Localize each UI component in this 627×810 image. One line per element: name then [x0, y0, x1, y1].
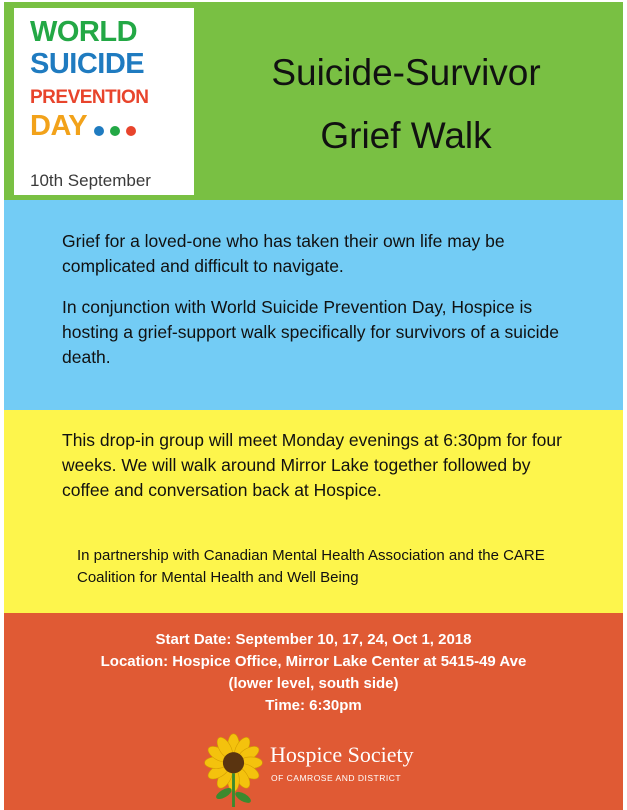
logo-line-world: WORLD [30, 16, 138, 48]
title-line-2: Grief Walk [320, 115, 492, 156]
intro-paragraph-1: Grief for a loved-one who has taken their own life may be complicated and difficult to navigate. [62, 231, 505, 276]
logo-dots [94, 126, 136, 136]
sponsor-subtitle: OF CAMROSE AND DISTRICT [271, 773, 402, 783]
world-suicide-prevention-day-logo [14, 8, 194, 195]
details-paragraph: This drop-in group will meet Monday evenings at 6:30pm for four weeks. We will walk around Mirror Lake together followed by coffee and conversation back at Hospice. [62, 430, 562, 500]
sponsor-name: Hospice Society [270, 742, 414, 767]
location-note: (lower level, south side) [228, 675, 399, 692]
partnership-paragraph: In partnership with Canadian Mental Health Association and the CARE Coalition for Mental Health and Well Being [77, 547, 545, 586]
sunflower-icon [195, 730, 272, 807]
logo-line-day: DAY [30, 110, 88, 142]
logo-dot-blue [94, 126, 104, 136]
intro-paragraph-2: In conjunction with World Suicide Prevention Day, Hospice is hosting a grief-support walk specifically for survivors of a suicide death. [62, 297, 560, 367]
logo-line-suicide: SUICIDE [30, 48, 145, 80]
title-line-1: Suicide-Survivor [271, 52, 541, 93]
logo-dot-red [126, 126, 136, 136]
logo-dot-green [110, 126, 120, 136]
location: Location: Hospice Office, Mirror Lake Center at 5415-49 Ave [100, 653, 527, 670]
logo-date: 10th September [30, 171, 151, 190]
time: Time: 6:30pm [265, 697, 362, 714]
start-date: Start Date: September 10, 17, 24, Oct 1, 2018 [155, 631, 472, 648]
logo-line-prevention: PREVENTION [30, 87, 149, 108]
